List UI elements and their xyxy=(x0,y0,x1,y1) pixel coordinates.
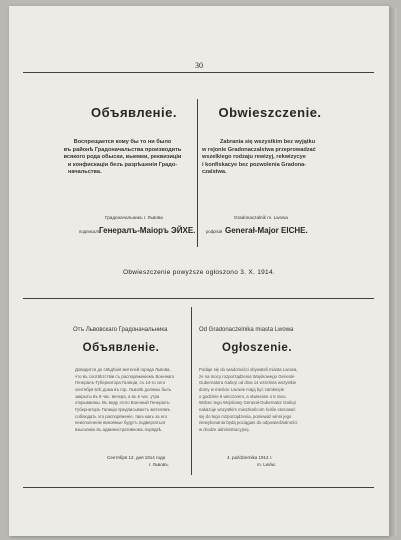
lower-ru-line: Губернаторъ Галиціи предписываетъ жителямъ xyxy=(75,406,171,412)
lower-ru-line: неисполненіе виновные будутъ подвергаться xyxy=(75,420,166,426)
lower-ru-date: Сентября 12, дня 1914 года xyxy=(107,455,166,460)
upper-pl-line: czalstwa. xyxy=(202,169,227,176)
lower-pl-line: Podaje się do wiadomości obywateli miasta Lwowa, xyxy=(199,367,298,372)
lower-pl-line: niewykonania będą pociągani do odpowiedzialności xyxy=(199,420,298,426)
lower-pl-line: Wobec tego Wojskowy Generał-Gubernator Galicyi xyxy=(199,400,297,406)
lower-pl-header: Od Gradonaczelnika miasta Lwowa xyxy=(199,327,294,333)
lower-pl-line: w drodze administracyjnej. xyxy=(199,426,250,432)
bottom-rule xyxy=(23,487,374,488)
lower-ru-title: Объявленіе. xyxy=(82,342,160,354)
upper-pl-line: wszelkiego rodzaju rewizyj, rekwizycye xyxy=(202,154,306,161)
lower-ru-line: Доводится до свѣдѣнія жителей города Львова, xyxy=(75,367,171,372)
lower-pl-line: że na mocy rozporządzenia Wojskowego Generał- xyxy=(199,373,295,379)
lower-ru-line: закрыты въ 9 час. вечера, а въ 6 час. утра xyxy=(75,393,160,399)
upper-pl-line: Zabrania się wszystkim bez wyjątku xyxy=(220,139,316,145)
lower-ru-line: открываемы. Въ виду этого Военный Генералъ- xyxy=(75,400,171,406)
lower-pl-line: domy w mieście Lwowie mają być zamknięte xyxy=(199,386,285,392)
upper-pl-line: i konfiskacye bez pozwolenia Gradona- xyxy=(202,161,307,168)
upper-pl-line: w rejonie Gradonaczalstwa przeprowadzać xyxy=(202,146,316,153)
lower-pl-title: Ogłoszenie. xyxy=(221,342,293,354)
upper-ru-title: Объявленіе. xyxy=(91,105,177,120)
upper-ru-line: начальства. xyxy=(68,169,102,176)
page-number: 30 xyxy=(195,61,203,70)
top-rule xyxy=(23,72,374,73)
upper-column-divider xyxy=(197,99,198,247)
lower-pl-line: się do tego rozporządzenia, ponieważ winni jego xyxy=(199,413,292,419)
upper-ru-body xyxy=(50,139,195,177)
document-page xyxy=(9,6,389,536)
lower-ru-line: взысканію въ административномъ порядкѣ. xyxy=(75,426,163,432)
upper-ru-signer-role: Градоначальникъ г. Львова xyxy=(105,215,163,220)
lower-ru-line: Генералъ-Губернатора Галиціи, съ 14-го сего xyxy=(75,380,166,386)
lower-pl-body xyxy=(199,367,317,434)
lower-pl-line: Gubernatora Galicyi od dnia 14 września wszystkie xyxy=(199,380,297,386)
lower-ru-body xyxy=(75,367,183,434)
lower-pl-place: m. Lwów. xyxy=(257,462,276,467)
upper-ru-signer-prefix: подписалъ xyxy=(79,229,101,234)
upper-ru-line: всякого рода обыски, выемки, реквизиціи xyxy=(63,154,182,161)
page-edge-shadow xyxy=(389,8,397,536)
lower-pl-line: o godzinie 9 wieczorem, a otwierane o 6 rano. xyxy=(199,393,287,399)
lower-pl-line: nakazuje wszystkim mieszkańcom ściśle stosować xyxy=(199,406,296,412)
upper-ru-line: и конфискаціи безъ разрѣшенія Градо- xyxy=(67,161,178,168)
lower-ru-header: Отъ Львовскаго Градоначальника xyxy=(73,327,168,333)
upper-ru-signer-name: Генералъ-Маіоръ ЭЙХЕ. xyxy=(99,226,196,235)
middle-rule xyxy=(23,298,374,299)
lower-ru-line: что въ соотвѣтствіи съ распоряженіемъ Военнаго xyxy=(75,373,175,379)
publication-caption: Obwieszczenie powyższe ogłoszono 3. X. 1914. xyxy=(123,269,275,276)
upper-pl-signer-prefix: podpisał xyxy=(206,229,223,234)
upper-pl-signer-name: Generał-Major EICHE. xyxy=(225,226,308,235)
lower-pl-date: 4. października 1914 r. xyxy=(227,455,273,460)
upper-pl-signer-role: Gradonaczalnik m. Lwowa xyxy=(234,215,288,220)
lower-ru-line: сентября всѣ дома въ гор. Львовѣ должны быть xyxy=(75,386,172,392)
lower-column-divider xyxy=(191,307,192,475)
upper-pl-body xyxy=(202,139,346,177)
upper-ru-line: Воспрещается кому бы то ни было xyxy=(73,139,172,145)
lower-ru-line: соблюдать это распоряженіе, такъ какъ за его xyxy=(75,413,167,419)
upper-ru-line: въ районѣ Градоначальства производить xyxy=(63,146,182,153)
upper-pl-title: Obwieszczenie. xyxy=(218,105,322,120)
lower-ru-place: г. Львовъ. xyxy=(149,462,170,467)
